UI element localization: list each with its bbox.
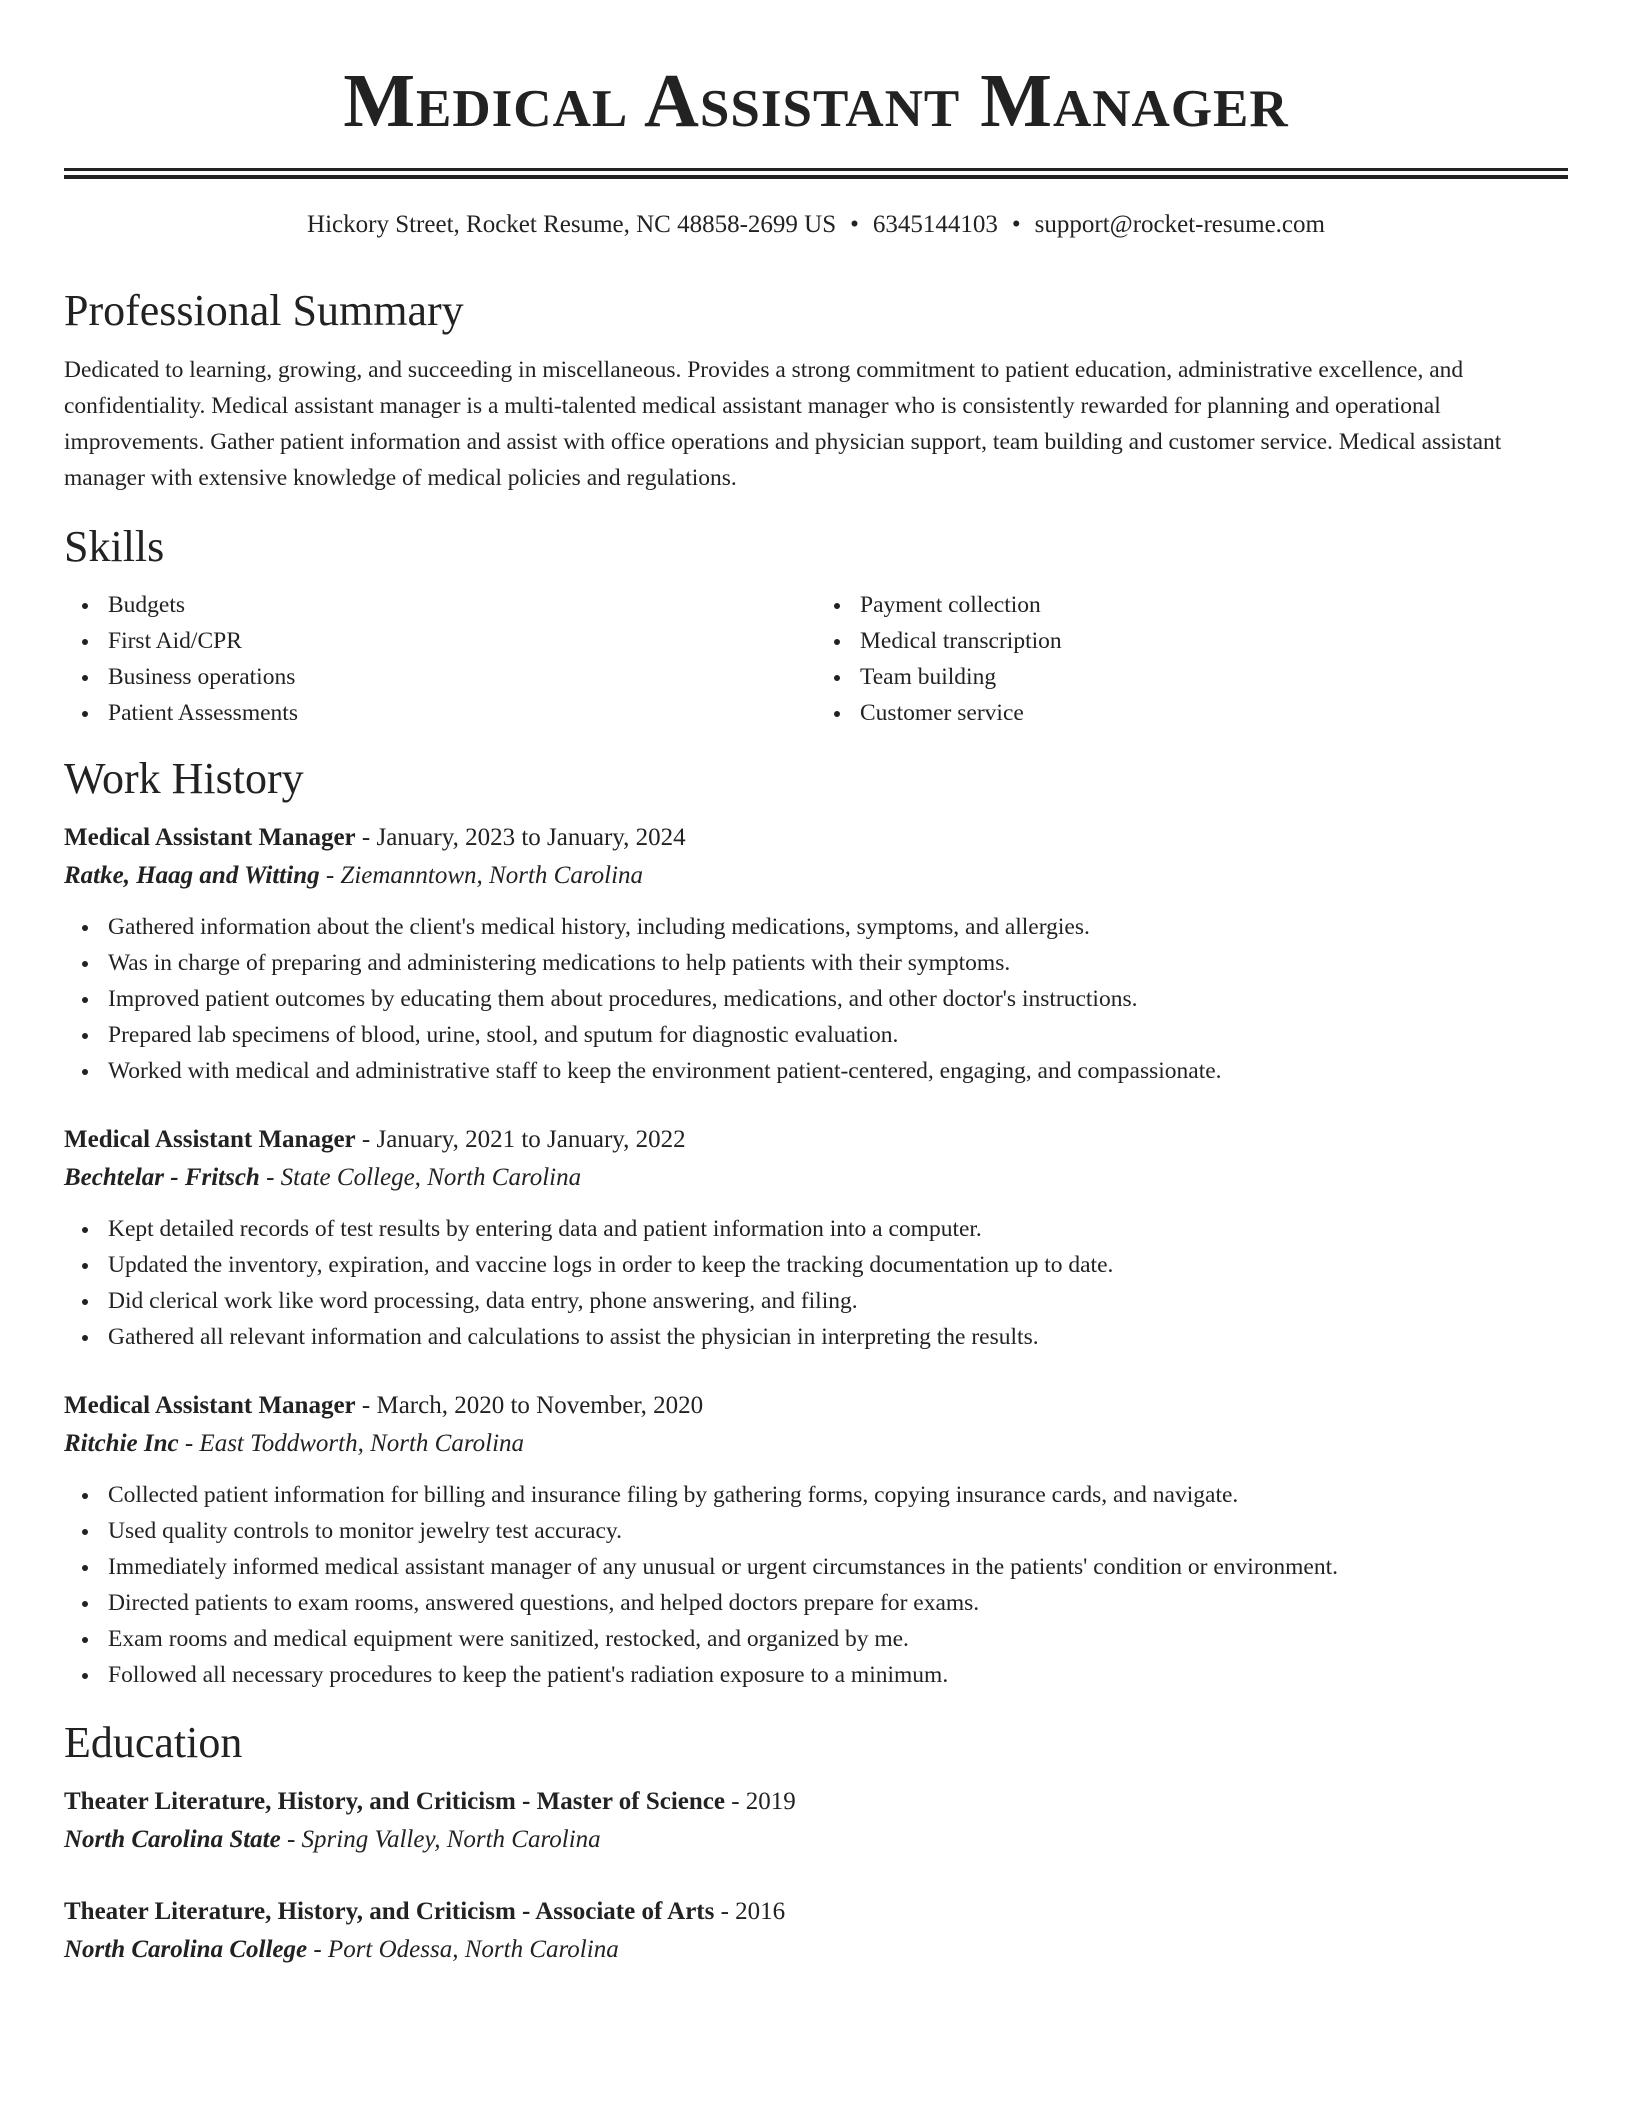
job-bullet: Used quality controls to monitor jewelry test accuracy. — [108, 1513, 1568, 1549]
job-bullet: Gathered information about the client's medical history, including medications, symptoms, and allergies. — [108, 909, 1568, 945]
skills-list — [64, 587, 1568, 731]
job-bullet: Improved patient outcomes by educating them about procedures, medications, and other doctor's instructions. — [108, 981, 1568, 1017]
education-degree-line — [64, 1783, 1568, 1821]
job-role: Medical Assistant Manager — [64, 1392, 356, 1419]
job-dates: - March, 2020 to November, 2020 — [355, 1392, 704, 1419]
skill-item: Budgets — [108, 587, 816, 623]
education-location: - Port Odessa, North Carolina — [307, 1936, 619, 1963]
contact-line — [64, 209, 1568, 241]
job-entry — [64, 819, 1568, 1089]
job-company-line — [64, 1159, 1568, 1197]
education-school-line — [64, 1821, 1568, 1859]
job-bullet: Directed patients to exam rooms, answered questions, and helped doctors prepare for exams. — [108, 1585, 1568, 1621]
education-year: - 2016 — [714, 1898, 786, 1925]
education-entry — [64, 1893, 1568, 1969]
education-entry — [64, 1783, 1568, 1859]
contact-separator: • — [850, 211, 859, 238]
job-bullet: Followed all necessary procedures to keep the patient's radiation exposure to a minimum. — [108, 1657, 1568, 1693]
job-entry — [64, 1387, 1568, 1693]
job-bullets — [64, 1477, 1568, 1693]
resume-name: Medical Assistant Manager — [343, 59, 1289, 143]
job-location: - East Toddworth, North Carolina — [178, 1430, 525, 1457]
job-company: Ritchie Inc — [64, 1430, 179, 1457]
job-bullets — [64, 1211, 1568, 1355]
job-title-line — [64, 819, 1568, 857]
job-company-line — [64, 1425, 1568, 1463]
skill-item: First Aid/CPR — [108, 623, 816, 659]
job-title-line — [64, 1121, 1568, 1159]
job-bullet: Updated the inventory, expiration, and vaccine logs in order to keep the tracking documentation up to date. — [108, 1247, 1568, 1283]
skill-item: Payment collection — [860, 587, 1568, 623]
education-degree-line — [64, 1893, 1568, 1931]
education-degree: Theater Literature, History, and Criticism - Master of Science — [64, 1788, 725, 1815]
summary-text: Dedicated to learning, growing, and succeeding in miscellaneous. Provides a strong commitment to patient education, administrative excellence, and confidentiality. Medical assistant manager is a multi-talented medical assistant manager who is consistently rewarded for planning and operational improvements. Gather patient information and assist with office operations and physician support, team building and customer service. Medical assistant manager with extensive knowledge of medical policies and regulations. — [64, 357, 1502, 491]
skill-item: Customer service — [860, 695, 1568, 731]
section-title-skills: Skills — [64, 522, 165, 571]
job-bullet: Collected patient information for billing and insurance filing by gathering forms, copying insurance cards, and navigate. — [108, 1477, 1568, 1513]
job-bullets — [64, 909, 1568, 1089]
header-double-rule — [64, 168, 1568, 179]
job-entry — [64, 1121, 1568, 1355]
job-company: Bechtelar - Fritsch — [64, 1164, 260, 1191]
section-title-summary: Professional Summary — [64, 286, 464, 335]
education-school: North Carolina State — [64, 1826, 281, 1853]
contact-separator: • — [1011, 211, 1021, 238]
job-bullet: Gathered all relevant information and calculations to assist the physician in interpreting the results. — [108, 1319, 1568, 1355]
job-bullet: Prepared lab specimens of blood, urine, stool, and sputum for diagnostic evaluation. — [108, 1017, 1568, 1053]
job-dates: - January, 2021 to January, 2022 — [355, 1126, 686, 1153]
job-location: - Ziemanntown, North Carolina — [319, 862, 644, 889]
job-company-line — [64, 857, 1568, 895]
skill-item: Patient Assessments — [108, 695, 816, 731]
skills-column-left — [64, 587, 816, 731]
skill-item: Business operations — [108, 659, 816, 695]
job-bullet: Was in charge of preparing and administering medications to help patients with their symptoms. — [108, 945, 1568, 981]
education-year: - 2019 — [724, 1788, 796, 1815]
section-title-education: Education — [64, 1718, 243, 1767]
education-degree: Theater Literature, History, and Criticism - Associate of Arts — [64, 1898, 715, 1925]
skill-item: Team building — [860, 659, 1568, 695]
job-title-line — [64, 1387, 1568, 1425]
contact-email: support@rocket-resume.com — [1034, 211, 1325, 238]
contact-address: Hickory Street, Rocket Resume, NC 48858-2699 US — [307, 211, 837, 238]
section-title-work-history: Work History — [64, 754, 304, 803]
education-school: North Carolina College — [64, 1936, 308, 1963]
job-company: Ratke, Haag and Witting — [64, 862, 320, 889]
job-dates: - January, 2023 to January, 2024 — [355, 824, 686, 851]
contact-phone: 6345144103 — [872, 211, 998, 238]
job-location: - State College, North Carolina — [259, 1164, 582, 1191]
job-role: Medical Assistant Manager — [64, 824, 356, 851]
job-bullet: Immediately informed medical assistant manager of any unusual or urgent circumstances in the patients' condition or environment. — [108, 1549, 1568, 1585]
job-bullet: Exam rooms and medical equipment were sanitized, restocked, and organized by me. — [108, 1621, 1568, 1657]
job-bullet: Kept detailed records of test results by entering data and patient information into a computer. — [108, 1211, 1568, 1247]
job-bullet: Worked with medical and administrative staff to keep the environment patient-centered, engaging, and compassionate. — [108, 1053, 1568, 1089]
skill-item: Medical transcription — [860, 623, 1568, 659]
skills-column-right — [816, 587, 1568, 731]
job-role: Medical Assistant Manager — [64, 1126, 356, 1153]
education-location: - Spring Valley, North Carolina — [280, 1826, 601, 1853]
job-bullet: Did clerical work like word processing, data entry, phone answering, and filing. — [108, 1283, 1568, 1319]
education-school-line — [64, 1931, 1568, 1969]
